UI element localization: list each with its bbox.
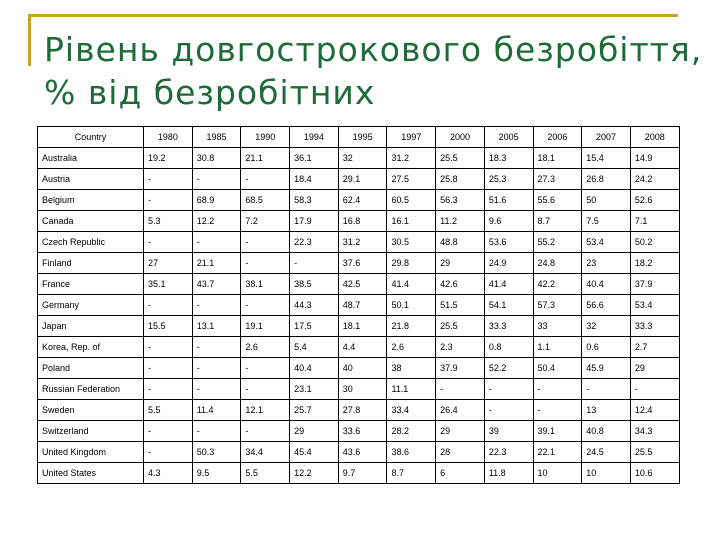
value-cell: 17.5 xyxy=(290,316,339,337)
table-row xyxy=(38,442,680,463)
slide-title: Рівень довгострокового безробіття, % від безробітних xyxy=(44,30,703,112)
country-cell: Switzerland xyxy=(38,421,144,442)
value-cell: 33.6 xyxy=(338,421,387,442)
column-header-year: 1980 xyxy=(144,127,193,148)
value-cell: - xyxy=(192,358,241,379)
column-header-country: Country xyxy=(38,127,144,148)
value-cell: 0.8 xyxy=(484,337,533,358)
value-cell: - xyxy=(484,379,533,400)
value-cell: 29 xyxy=(436,253,485,274)
value-cell: 18.1 xyxy=(533,148,582,169)
value-cell: 9.6 xyxy=(484,211,533,232)
value-cell: 26.8 xyxy=(582,169,631,190)
value-cell: 68.5 xyxy=(241,190,290,211)
value-cell: 50.4 xyxy=(533,358,582,379)
value-cell: 26.4 xyxy=(436,400,485,421)
country-cell: United Kingdom xyxy=(38,442,144,463)
value-cell: 5.3 xyxy=(144,211,193,232)
value-cell: 25.5 xyxy=(436,316,485,337)
value-cell: 18.2 xyxy=(630,253,679,274)
value-cell: 40 xyxy=(338,358,387,379)
value-cell: 52.2 xyxy=(484,358,533,379)
country-cell: United States xyxy=(38,463,144,484)
value-cell: 27.3 xyxy=(533,169,582,190)
value-cell: 5.5 xyxy=(144,400,193,421)
country-cell: Japan xyxy=(38,316,144,337)
value-cell: 2.3 xyxy=(436,337,485,358)
column-header-year: 2008 xyxy=(630,127,679,148)
value-cell: 53.6 xyxy=(484,232,533,253)
value-cell: - xyxy=(144,190,193,211)
value-cell: 52.6 xyxy=(630,190,679,211)
column-header-year: 1994 xyxy=(290,127,339,148)
value-cell: 21.1 xyxy=(192,253,241,274)
table-row xyxy=(38,190,680,211)
value-cell: 48.7 xyxy=(338,295,387,316)
value-cell: 33.3 xyxy=(630,316,679,337)
value-cell: 53.4 xyxy=(630,295,679,316)
value-cell: 23.1 xyxy=(290,379,339,400)
country-cell: Finland xyxy=(38,253,144,274)
country-cell: Russian Federation xyxy=(38,379,144,400)
data-table-container xyxy=(37,126,679,484)
value-cell: 50.2 xyxy=(630,232,679,253)
value-cell: - xyxy=(144,379,193,400)
value-cell: 40.4 xyxy=(582,274,631,295)
value-cell: 8.7 xyxy=(387,463,436,484)
table-row xyxy=(38,274,680,295)
table-row xyxy=(38,295,680,316)
value-cell: 11.8 xyxy=(484,463,533,484)
value-cell: 7.5 xyxy=(582,211,631,232)
value-cell: 34.4 xyxy=(241,442,290,463)
table-row xyxy=(38,463,680,484)
value-cell: - xyxy=(144,169,193,190)
value-cell: 56.6 xyxy=(582,295,631,316)
value-cell: - xyxy=(630,379,679,400)
value-cell: 33.3 xyxy=(484,316,533,337)
value-cell: - xyxy=(144,295,193,316)
table-row xyxy=(38,337,680,358)
value-cell: - xyxy=(290,253,339,274)
value-cell: 8.7 xyxy=(533,211,582,232)
value-cell: 13.1 xyxy=(192,316,241,337)
value-cell: 30 xyxy=(338,379,387,400)
country-cell: Czech Republic xyxy=(38,232,144,253)
value-cell: 18.3 xyxy=(484,148,533,169)
value-cell: 17.9 xyxy=(290,211,339,232)
value-cell: - xyxy=(241,169,290,190)
value-cell: - xyxy=(436,379,485,400)
table-row xyxy=(38,253,680,274)
value-cell: - xyxy=(144,358,193,379)
value-cell: 24.8 xyxy=(533,253,582,274)
country-cell: Sweden xyxy=(38,400,144,421)
value-cell: 21.1 xyxy=(241,148,290,169)
value-cell: - xyxy=(241,358,290,379)
accent-line-horizontal xyxy=(28,14,678,17)
value-cell: - xyxy=(241,379,290,400)
table-row xyxy=(38,379,680,400)
value-cell: 6 xyxy=(436,463,485,484)
value-cell: 29 xyxy=(436,421,485,442)
value-cell: 10 xyxy=(582,463,631,484)
table-row xyxy=(38,358,680,379)
value-cell: 23 xyxy=(582,253,631,274)
value-cell: 2.6 xyxy=(241,337,290,358)
value-cell: 55.2 xyxy=(533,232,582,253)
value-cell: 56.3 xyxy=(436,190,485,211)
value-cell: 50.3 xyxy=(192,442,241,463)
value-cell: - xyxy=(192,169,241,190)
column-header-year: 2005 xyxy=(484,127,533,148)
value-cell: 30.8 xyxy=(192,148,241,169)
value-cell: 27.5 xyxy=(387,169,436,190)
table-body xyxy=(38,148,680,484)
value-cell: - xyxy=(192,421,241,442)
value-cell: - xyxy=(533,379,582,400)
value-cell: 54.1 xyxy=(484,295,533,316)
value-cell: 51.6 xyxy=(484,190,533,211)
value-cell: 45.4 xyxy=(290,442,339,463)
value-cell: 40.4 xyxy=(290,358,339,379)
value-cell: - xyxy=(582,379,631,400)
value-cell: 25.8 xyxy=(436,169,485,190)
table-row xyxy=(38,316,680,337)
value-cell: - xyxy=(241,295,290,316)
value-cell: 29.1 xyxy=(338,169,387,190)
value-cell: 25.5 xyxy=(630,442,679,463)
value-cell: 11.2 xyxy=(436,211,485,232)
value-cell: 27 xyxy=(144,253,193,274)
value-cell: 38.6 xyxy=(387,442,436,463)
value-cell: 4.4 xyxy=(338,337,387,358)
value-cell: 39.1 xyxy=(533,421,582,442)
value-cell: - xyxy=(144,421,193,442)
value-cell: 31.2 xyxy=(387,148,436,169)
country-cell: France xyxy=(38,274,144,295)
value-cell: - xyxy=(192,379,241,400)
value-cell: - xyxy=(192,295,241,316)
value-cell: 4.3 xyxy=(144,463,193,484)
value-cell: 43.6 xyxy=(338,442,387,463)
value-cell: 41.4 xyxy=(484,274,533,295)
value-cell: - xyxy=(192,232,241,253)
value-cell: 58.3 xyxy=(290,190,339,211)
value-cell: 48.8 xyxy=(436,232,485,253)
value-cell: 30.5 xyxy=(387,232,436,253)
value-cell: 19.2 xyxy=(144,148,193,169)
column-header-year: 1997 xyxy=(387,127,436,148)
value-cell: 14.9 xyxy=(630,148,679,169)
table-row xyxy=(38,211,680,232)
value-cell: 36.1 xyxy=(290,148,339,169)
column-header-year: 2007 xyxy=(582,127,631,148)
accent-line-vertical xyxy=(28,14,31,66)
value-cell: 2.6 xyxy=(387,337,436,358)
value-cell: 50 xyxy=(582,190,631,211)
value-cell: 29 xyxy=(630,358,679,379)
value-cell: 37.9 xyxy=(630,274,679,295)
value-cell: - xyxy=(241,253,290,274)
value-cell: - xyxy=(241,232,290,253)
value-cell: 5.5 xyxy=(241,463,290,484)
country-cell: Canada xyxy=(38,211,144,232)
value-cell: 16.1 xyxy=(387,211,436,232)
value-cell: 25.3 xyxy=(484,169,533,190)
value-cell: 29.8 xyxy=(387,253,436,274)
value-cell: 25.7 xyxy=(290,400,339,421)
value-cell: - xyxy=(144,232,193,253)
value-cell: 7.1 xyxy=(630,211,679,232)
value-cell: 9.7 xyxy=(338,463,387,484)
value-cell: 24.5 xyxy=(582,442,631,463)
data-table xyxy=(37,126,680,484)
value-cell: 32 xyxy=(582,316,631,337)
country-cell: Korea, Rep. of xyxy=(38,337,144,358)
country-cell: Australia xyxy=(38,148,144,169)
value-cell: 27.8 xyxy=(338,400,387,421)
value-cell: 28 xyxy=(436,442,485,463)
value-cell: 11.4 xyxy=(192,400,241,421)
value-cell: 60.5 xyxy=(387,190,436,211)
table-row xyxy=(38,421,680,442)
value-cell: 32 xyxy=(338,148,387,169)
value-cell: 24.9 xyxy=(484,253,533,274)
value-cell: 40.8 xyxy=(582,421,631,442)
value-cell: 12.2 xyxy=(290,463,339,484)
value-cell: 34.3 xyxy=(630,421,679,442)
value-cell: 22.1 xyxy=(533,442,582,463)
table-header-row xyxy=(38,127,680,148)
value-cell: 15.4 xyxy=(582,148,631,169)
value-cell: - xyxy=(484,400,533,421)
country-cell: Germany xyxy=(38,295,144,316)
country-cell: Poland xyxy=(38,358,144,379)
value-cell: 10.6 xyxy=(630,463,679,484)
value-cell: 37.9 xyxy=(436,358,485,379)
value-cell: 38.1 xyxy=(241,274,290,295)
value-cell: 19.1 xyxy=(241,316,290,337)
column-header-year: 1995 xyxy=(338,127,387,148)
value-cell: 24.2 xyxy=(630,169,679,190)
column-header-year: 2000 xyxy=(436,127,485,148)
country-cell: Belgium xyxy=(38,190,144,211)
value-cell: 42.2 xyxy=(533,274,582,295)
value-cell: 12.1 xyxy=(241,400,290,421)
value-cell: 53.4 xyxy=(582,232,631,253)
value-cell: 12.2 xyxy=(192,211,241,232)
value-cell: 38.5 xyxy=(290,274,339,295)
value-cell: 29 xyxy=(290,421,339,442)
value-cell: 22.3 xyxy=(290,232,339,253)
value-cell: 57.3 xyxy=(533,295,582,316)
value-cell: 33 xyxy=(533,316,582,337)
value-cell: - xyxy=(192,337,241,358)
value-cell: 2.7 xyxy=(630,337,679,358)
value-cell: 12.4 xyxy=(630,400,679,421)
column-header-year: 1985 xyxy=(192,127,241,148)
table-row xyxy=(38,148,680,169)
value-cell: 42.6 xyxy=(436,274,485,295)
value-cell: 9.5 xyxy=(192,463,241,484)
value-cell: 33.4 xyxy=(387,400,436,421)
value-cell: 10 xyxy=(533,463,582,484)
value-cell: 51.5 xyxy=(436,295,485,316)
table-row xyxy=(38,169,680,190)
country-cell: Austria xyxy=(38,169,144,190)
value-cell: 68.9 xyxy=(192,190,241,211)
value-cell: 22.3 xyxy=(484,442,533,463)
table-row xyxy=(38,400,680,421)
value-cell: 62.4 xyxy=(338,190,387,211)
value-cell: 44.3 xyxy=(290,295,339,316)
value-cell: - xyxy=(241,421,290,442)
value-cell: 38 xyxy=(387,358,436,379)
value-cell: 16.8 xyxy=(338,211,387,232)
value-cell: 50.1 xyxy=(387,295,436,316)
value-cell: 55.6 xyxy=(533,190,582,211)
value-cell: 45.9 xyxy=(582,358,631,379)
column-header-year: 2006 xyxy=(533,127,582,148)
value-cell: 1.1 xyxy=(533,337,582,358)
value-cell: 35.1 xyxy=(144,274,193,295)
value-cell: - xyxy=(144,442,193,463)
value-cell: 41.4 xyxy=(387,274,436,295)
value-cell: 15.5 xyxy=(144,316,193,337)
value-cell: 21.8 xyxy=(387,316,436,337)
value-cell: 13 xyxy=(582,400,631,421)
value-cell: 39 xyxy=(484,421,533,442)
value-cell: - xyxy=(533,400,582,421)
value-cell: 18.4 xyxy=(290,169,339,190)
value-cell: 11.1 xyxy=(387,379,436,400)
value-cell: 25.5 xyxy=(436,148,485,169)
value-cell: 42.5 xyxy=(338,274,387,295)
value-cell: 18.1 xyxy=(338,316,387,337)
column-header-year: 1990 xyxy=(241,127,290,148)
value-cell: 37.6 xyxy=(338,253,387,274)
value-cell: - xyxy=(144,337,193,358)
value-cell: 5.4 xyxy=(290,337,339,358)
value-cell: 7.2 xyxy=(241,211,290,232)
value-cell: 43.7 xyxy=(192,274,241,295)
value-cell: 0.6 xyxy=(582,337,631,358)
value-cell: 31.2 xyxy=(338,232,387,253)
value-cell: 28.2 xyxy=(387,421,436,442)
table-row xyxy=(38,232,680,253)
